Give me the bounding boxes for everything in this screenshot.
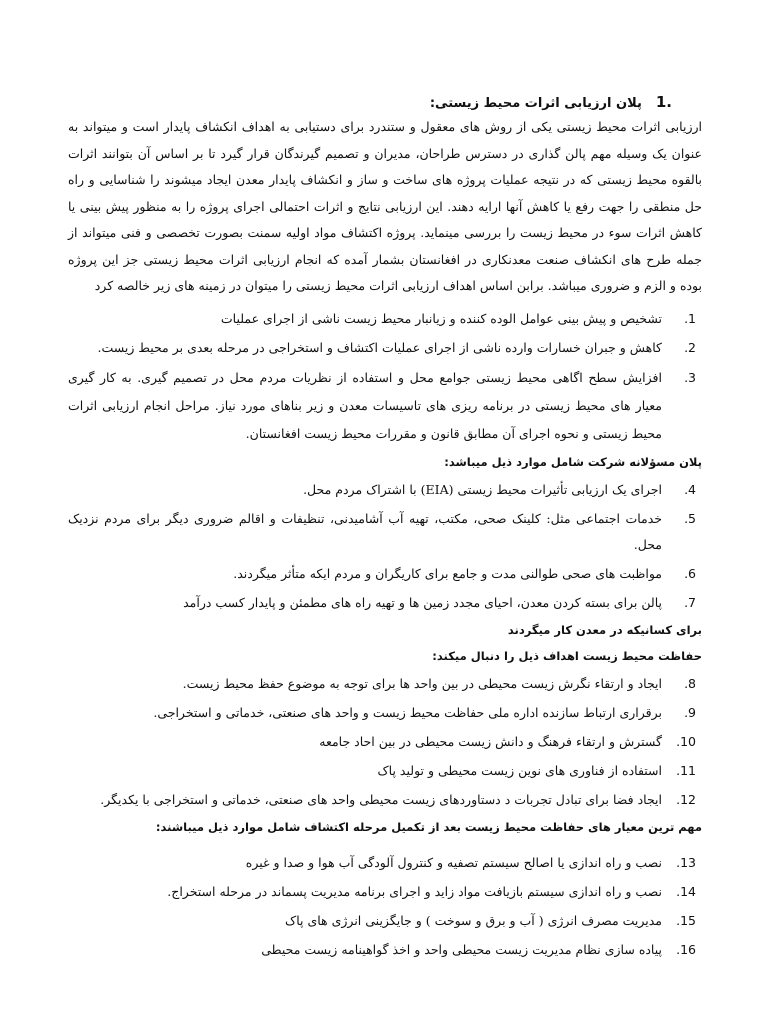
item-number: .2 <box>684 339 696 355</box>
item-number: .15 <box>676 912 696 928</box>
item-text: پالن برای بسته کردن معدن، احیای مجدد زمین ها و تهیه راه های مطمئن و پایدار کسب درآمد <box>183 594 662 610</box>
item-text: کاهش و جبران خسارات وارده ناشی از اجرای عملیات اکتشاف و استخراجی در مرحله بعدی بر محیط زیست. <box>97 339 662 355</box>
item-number: .13 <box>676 854 696 870</box>
item-text: ایجاد و ارتقاء نگرش زیست محیطی در بین واحد ها برای توجه به موضوع حفظ محیط زیست. <box>182 675 662 691</box>
spacer <box>68 842 702 850</box>
item-text: پیاده سازی نظام مدیریت زیست محیطی واحد و اخذ گواهینامه زیست محیطی <box>261 941 662 957</box>
list-item <box>68 787 702 813</box>
section-number: 1. <box>655 93 672 111</box>
item-number: .14 <box>676 883 696 899</box>
heading-environment-protection: حفاظت محیط زیست اهداف ذیل را دنبال میکند: <box>432 648 702 663</box>
item-text: استفاده از فناوری های نوین زیست محیطی و تولید پاک <box>377 762 662 778</box>
list-item <box>68 850 702 876</box>
item-number: .1 <box>684 310 696 326</box>
item-text: خدمات اجتماعی مثل: کلینک صحی، مکتب، تهیه آب آشامیدنی، تنظیفات و اقالم ضروری دیگر برای مردم نزدیک محل. <box>68 510 662 552</box>
heading-mine-workers: برای کسانیکه در معدن کار میگردند <box>507 622 702 637</box>
section-title-text: پلان ارزیابی اثرات محیط زیستی: <box>429 96 642 111</box>
list-item <box>68 561 702 587</box>
item-number: .4 <box>684 481 696 497</box>
goals-list <box>68 306 702 448</box>
list-item <box>68 879 702 905</box>
list-item <box>68 729 702 755</box>
list-item <box>68 758 702 784</box>
item-number: .6 <box>684 565 696 581</box>
item-number: .12 <box>676 791 696 807</box>
item-number: .8 <box>684 675 696 691</box>
item-text: برقراری ارتباط سازنده اداره ملی حفاظت محیط زیست و واحد های صنعتی، خدماتی و استخراجی. <box>153 704 662 720</box>
item-text: مدیریت مصرف انرژی ( آب و برق و سوخت ) و جایگزینی انرژی های پاک <box>285 912 662 928</box>
item-text: گسترش و ارتقاء فرهنگ و دانش زیست محیطی در بین احاد جامعه <box>319 733 662 749</box>
heading-company-plan: پلان مسؤلانه شرکت شامل موارد ذیل میباشد: <box>444 454 702 469</box>
item-number: .11 <box>676 762 696 778</box>
list-item <box>68 477 702 503</box>
list-item <box>68 937 702 963</box>
list-item <box>68 364 702 448</box>
protection-items-list <box>68 671 702 813</box>
item-text: تشخیص و پیش بینی عوامل الوده کننده و زیانبار محیط زیست ناشی از اجرای عملیات <box>220 310 662 326</box>
item-text: مواظبت های صحی طوالنی مدت و جامع برای کاریگران و مردم ایکه متأثر میگردند. <box>233 565 662 581</box>
item-text: نصب و راه اندازی سیستم بازیافت مواد زاید و اجرای برنامه مدیریت پسماند در مرحله استخراج. <box>167 883 662 899</box>
item-text: نصب و راه اندازی یا اصالح سیستم تصفیه و کنترول آلودگی آب هوا و صدا و غیره <box>245 854 662 870</box>
criteria-items-list <box>68 850 702 963</box>
item-number: .3 <box>684 369 696 385</box>
company-items-list <box>68 477 702 616</box>
item-number: .9 <box>684 704 696 720</box>
item-number: .16 <box>676 941 696 957</box>
list-item <box>68 671 702 697</box>
list-item <box>68 306 702 332</box>
item-number: .10 <box>676 733 696 749</box>
list-item <box>68 335 702 361</box>
item-text: افزایش سطح اگاهی محیط زیستی جوامع محل و استفاده از نظریات مردم محل در تصمیم گیری. به کار گیری معیار های محیط زیستی در برنامه ریزی های تاسیسات معدن و زیر بناهای مورد نیاز. مراحل انجام ارزیابی اثرات محیط زیستی و نحوه اجرای آن مطابق قانون و مقررات محیط زیست افغانستان. <box>68 369 662 441</box>
list-item <box>68 506 702 558</box>
intro-paragraph: ارزیابی اثرات محیط زیستی یکی از روش های معقول و ستندرد برای دستیابی به اهداف انکشاف پایدار است و میتواند به عنوان یک وسیله مهم پالن گذاری در دسترس طراحان، مدیران و تصمیم گیرندگان قرار گیرد تا بر اساس آن بتوانند اثرات بالقوه محیط زیستی که در نتیجه عملیات پروژه های ساخت و ساز و انکشاف پایدار معدن ایجاد میشوند را شناسایی و راه حل منطقی را جهت رفع یا کاهش آنها ارایه دهند. این ارزیابی نتایج و اثرات احتمالی اجرای پروژه را به منظور پیش بینی یا کاهش اثرات سوء در محیط زیست را بررسی مینماید. پروژه اکتشاف مواد اولیه سمنت بصورت تخصصی و فنی میتواند از جمله طرح های انکشاف صنعت معدنکاری در افغانستان بشمار آمده که انجام ارزیابی اثرات محیط زیستی جز این پروژه بوده و الزم و ضروری میباشد. برابن اساس اهداف ارزیابی اثرات محیط زیستی را میتوان در زمینه های زیر خالصه کرد <box>68 119 702 293</box>
item-text: ایجاد فضا برای تبادل تجربات د دستاوردهای زیست محیطی واحد های صنعتی، خدماتی و استخراجی با یکدیگر. <box>100 791 662 807</box>
heading-criteria: مهم ترین معیار های حفاظت محیط زیست بعد از تکمیل مرحله اکتشاف شامل موارد ذیل میباشند: <box>155 819 702 834</box>
list-item <box>68 590 702 616</box>
item-number: .5 <box>684 510 696 526</box>
item-text: اجرای یک ارزیابی تأثیرات محیط زیستی (EIA) با اشتراک مردم محل. <box>303 481 662 497</box>
section-title <box>68 92 672 114</box>
item-number: .7 <box>684 594 696 610</box>
list-item <box>68 700 702 726</box>
list-item <box>68 908 702 934</box>
